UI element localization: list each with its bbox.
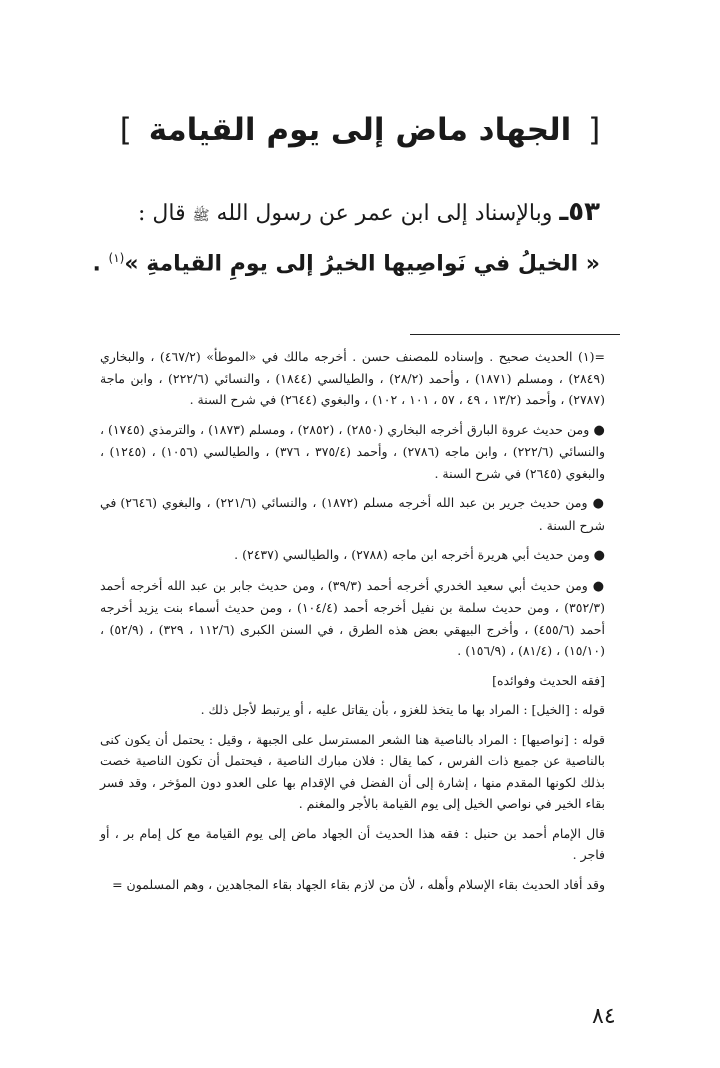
source-note-jarir <box>100 492 605 536</box>
bullet-icon: ● <box>592 578 605 594</box>
bullet-icon: ● <box>593 422 605 438</box>
source-note-abu-hurayra <box>100 544 605 567</box>
footnotes <box>100 346 605 903</box>
bullet-icon: ● <box>593 548 605 563</box>
chapter-title: الجهاد ماض إلى يوم القيامة <box>148 112 572 148</box>
source-text: ومن حديث أبي سعيد الخدري أخرجه أحمد (٣٩/٣) ، ومن حديث جابر بن عبد الله أخرجه أحمد (٣٥٢/٣) ، ومن حديث سلمة بن نفيل أخرجه أحمد (١٠٤/٤) ، ومن حديث أسماء بنت يزيد أخرجه أحمد (٤٥٥/٦) ، وأخرج البيهقي بعض هذه الطرق ، في السنن الكبرى (١١٢/٦ ، ٣٢٩) ، (٥٢/٩) ، (١٥/١٠) ، (٨١/٤) ، (١٥٦/٩) . <box>100 577 606 658</box>
commentary-conclusion: وقد أفاد الحديث بقاء الإسلام وأهله ، لأن من لازم بقاء الجهاد بقاء المجاهدين ، وهم المسلمون = <box>112 876 605 892</box>
page-number: ٨٤ <box>592 1004 616 1029</box>
commentary-ahmad: قال الإمام أحمد بن حنبل : فقه هذا الحديث أن الجهاد ماض إلى يوم القيامة مع كل إمام بر ، أو فاجر . <box>100 825 605 862</box>
source-note-abu-said <box>100 575 605 662</box>
commentary-nawasi: قوله : [نواصيها] : المراد بالناصية هنا الشعر المسترسل على الجبهة ، وقيل : يحتمل أن يكون كنى بالناصية عن جميع ذات الفرس ، كما يقال : فلان مبارك الناصية ، فيحتمل أن تكون الناصية خصت بذلك لكونها المقدم منها ، إشارة إلى أن الفضل في الإقدام بها على العدو دون المؤخر ، وقد فسر بقاء الخير في نواصي الخيل إلى يوم القيامة بالأجر والمغنم . <box>100 731 605 811</box>
hadith-number: ٥٣ـ <box>559 197 600 227</box>
hadith-end: . <box>92 251 101 277</box>
commentary-khayl: قوله : [الخيل] : المراد بها ما يتخذ للغزو ، بأن يقاتل عليه ، أو يرتبط لأجل ذلك . <box>200 702 605 717</box>
chapter-heading <box>0 112 720 148</box>
bullet-icon: ● <box>592 496 606 511</box>
fiqh-heading: [فقه الحديث وفوائده] <box>492 672 605 688</box>
open-bracket: [ <box>588 112 601 148</box>
hadith-intro: وبالإسناد إلى ابن عمر عن رسول الله <box>216 201 553 226</box>
source-text: ومن حديث أبي هريرة أخرجه ابن ماجه (٢٧٨٨) ، والطيالسي (٢٤٣٧) . <box>234 547 590 562</box>
footnote-rule <box>410 334 620 335</box>
source-note-urwa <box>100 419 605 485</box>
hadith-block <box>92 192 600 286</box>
hadith-intro-line <box>138 192 600 236</box>
salla-glyph: ﷺ <box>192 208 210 224</box>
source-text: ومن حديث جرير بن عبد الله أخرجه مسلم (١٨٧٢) ، والنسائي (٢٢١/٦) ، والبغوي (٢٦٤٦) في شرح السنة . <box>100 495 605 533</box>
close-bracket: ] <box>119 112 132 148</box>
hadith-text-line <box>92 236 600 286</box>
footnote-1: =(١) الحديث صحيح . وإسناده للمصنف حسن . أخرجه مالك في «الموطأ» (٤٦٧/٢) ، والبخاري (٢٨٤٩) ، ومسلم (١٨٧١) ، وأحمد (٢٨/٢) ، والطيالسي (١٨٤٤) ، والنسائي (٢٢٢/٦) ، وابن ماجة (٢٧٨٧) ، وأحمد (١٣/٢ ، ٤٩ ، ٥٧ ، ١٠١ ، ١٠٢) ، والبغوي (٢٦٤٤) في شرح السنة . <box>100 349 605 407</box>
footnote-ref: (١) <box>108 251 125 265</box>
source-text: ومن حديث عروة البارق أخرجه البخاري (٢٨٥٠) ، (٢٨٥٢) ، ومسلم (١٨٧٣) ، والترمذي (١٧٤٥) ، والنسائي (٢٢٢/٦) ، وابن ماجه (٢٧٨٦) ، وأحمد (٣٧٥/٤ ، ٣٧٦) ، والطيالسي (١٠٥٦) ، (١٢٤٥) ، والبغوي (٢٦٤٥) في شرح السنة . <box>100 421 605 481</box>
hadith-text: « الخيلُ في نَواصِيها الخيرُ إلى يومِ القيامةِ » <box>124 251 600 277</box>
hadith-qala: قال : <box>138 201 186 226</box>
